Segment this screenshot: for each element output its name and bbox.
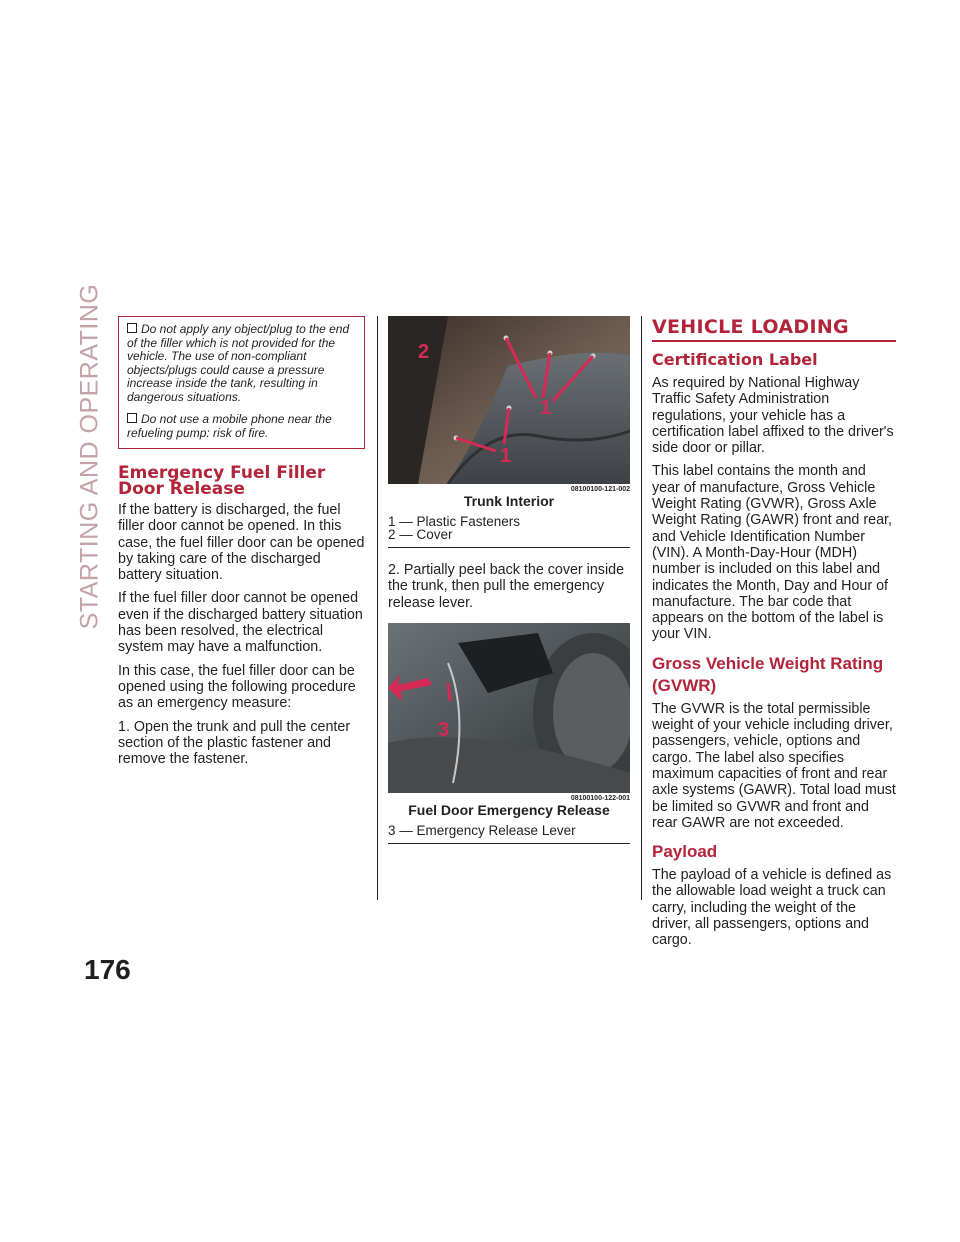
legend-line: 2 — Cover bbox=[388, 527, 453, 542]
fuel-door-release-illustration bbox=[388, 623, 630, 793]
emergency-paragraph-3: In this case, the fuel filler door can be opened using the following procedure as an emergency measure: bbox=[118, 662, 356, 712]
column-middle bbox=[388, 316, 630, 858]
section-side-tab bbox=[75, 283, 104, 629]
trunk-interior-illustration bbox=[388, 316, 630, 484]
warning-item bbox=[127, 323, 356, 404]
fuel-door-release-photo bbox=[388, 623, 630, 793]
trunk-interior-photo bbox=[388, 316, 630, 484]
callout-2: 2 bbox=[418, 341, 430, 363]
emergency-heading-line2: Door Release bbox=[118, 479, 245, 499]
section-side-tab-label: STARTING AND OPERATING bbox=[75, 283, 104, 629]
certification-paragraph-2: This label contains the month and year of manufacture, Gross Vehicle Weight Rating (GVWR), Gross Axle Weight Rating (GAWR) front and rear, and Vehicle Identification Number (VIN). A Month-Day-Hour (MDH) number is included on this label and indicates the Month, Day and Hour of manufacture. The bar code that appears on the bottom of the label is your VIN. bbox=[652, 463, 892, 643]
figure-code: 08100100-122-001 bbox=[570, 794, 630, 802]
warning-item bbox=[127, 413, 356, 440]
figure-code: 08100100-121-002 bbox=[570, 486, 630, 493]
gvwr-heading: Gross Vehicle Weight Rating (GVWR) bbox=[652, 653, 884, 695]
gvwr-paragraph: The GVWR is the total permissible weight of your vehicle including driver, passengers, vehicle, options and cargo. The label also specifies maximum capacities of front and rear axle systems (GAWR). Total load must be limited so GVWR and front and rear GAWR are not exceeded. bbox=[652, 700, 896, 831]
warning-text: Do not apply any object/plug to the end of the filler which is not provided for the vehicle. The use of non-compliant objects/plugs could cause a pressure increase inside the tank, resulting in dangerous situations. bbox=[127, 322, 350, 404]
callout-1-lower: 1 bbox=[500, 445, 512, 467]
legend-line: 1 — Plastic Fasteners bbox=[388, 514, 521, 529]
legend-line: 3 — Emergency Release Lever bbox=[388, 822, 576, 838]
payload-paragraph: The payload of a vehicle is defined as the allowable load weight a truck can carry, including the weight of the driver, all passengers, options and cargo. bbox=[652, 867, 892, 949]
payload-heading: Payload bbox=[652, 842, 718, 862]
warning-text: Do not use a mobile phone near the refueling pump: risk of fire. bbox=[127, 412, 332, 440]
checkbox-bullet-icon bbox=[127, 413, 137, 423]
column-divider-2 bbox=[641, 316, 642, 900]
legend-rule bbox=[388, 843, 630, 844]
figure-caption: Trunk Interior bbox=[463, 493, 555, 509]
callout-1-upper: 1 bbox=[540, 397, 552, 419]
warning-box bbox=[118, 316, 365, 449]
callout-3: 3 bbox=[438, 718, 450, 741]
section-title: VEHICLE LOADING bbox=[652, 316, 896, 342]
emergency-paragraph-1: If the battery is discharged, the fuel filler door cannot be opened. In this case, the fuel filler door can be opened by taking care of the discharged battery situation. bbox=[118, 502, 365, 584]
step-2-paragraph: 2. Partially peel back the cover inside the trunk, then pull the emergency release lever. bbox=[388, 562, 625, 611]
emergency-step-1: 1. Open the trunk and pull the center section of the plastic fastener and remove the fastener. bbox=[118, 718, 351, 768]
emergency-heading-line1: Emergency Fuel Filler bbox=[118, 463, 326, 483]
emergency-heading bbox=[118, 465, 365, 497]
checkbox-bullet-icon bbox=[127, 323, 137, 333]
column-divider-1 bbox=[377, 316, 378, 900]
column-left bbox=[118, 316, 365, 774]
figure-caption: Fuel Door Emergency Release bbox=[408, 801, 610, 818]
emergency-paragraph-2: If the fuel filler door cannot be opened even if the discharged battery situation has been resolved, the electrical system may have a malfunction. bbox=[118, 590, 363, 656]
page-number: 176 bbox=[84, 954, 131, 985]
column-right bbox=[652, 316, 896, 956]
legend-rule bbox=[388, 547, 630, 548]
certification-paragraph-1: As required by National Highway Traffic Safety Administration regulations, your vehicle has a certification label affixed to the driver's side door or pillar. bbox=[652, 375, 894, 457]
certification-heading: Certification Label bbox=[652, 350, 818, 369]
